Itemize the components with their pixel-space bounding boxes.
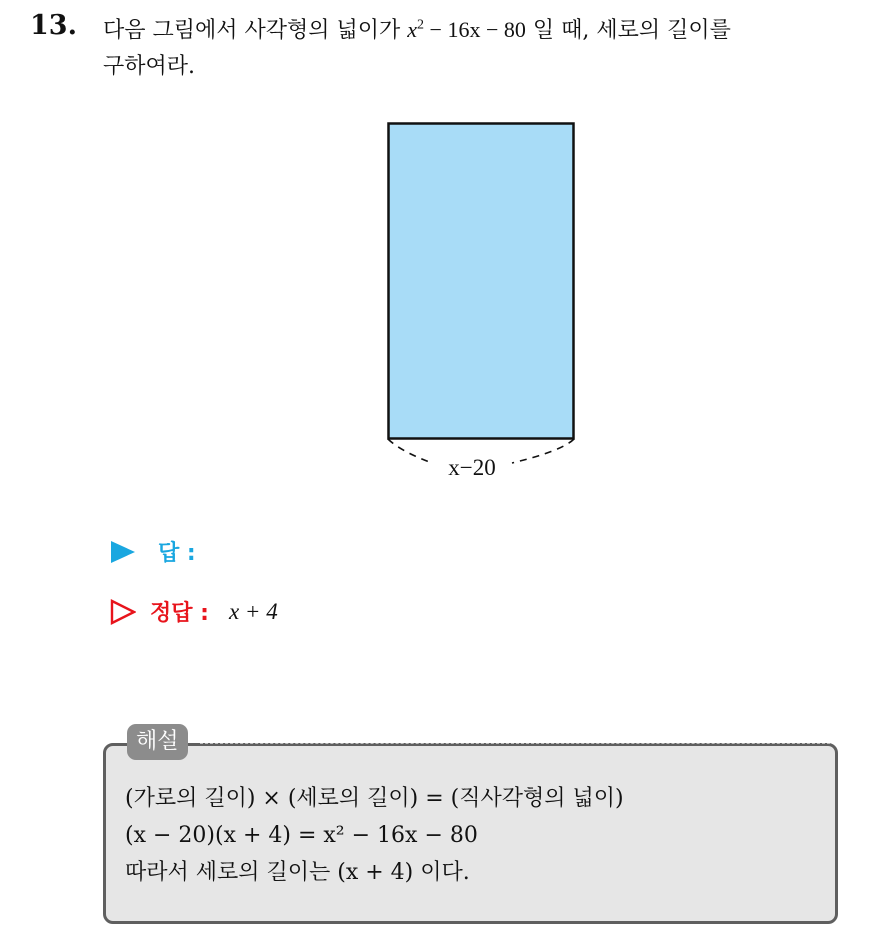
explanation-content [125,780,624,891]
answer-blank-label: 답 : [158,541,196,566]
filled-play-icon [110,540,136,564]
rectangle-diagram [380,115,580,485]
question-text-before: 다음 그림에서 사각형의 넓이가 [103,18,401,43]
rectangle-figure [380,115,580,485]
explanation-tag: 해설 [127,724,188,760]
area-expr-exponent: 2 [417,17,425,33]
area-expr-variable: x [407,17,418,42]
correct-answer-value: x + 4 [228,598,278,624]
width-brace-right [512,439,574,463]
outline-play-icon [110,599,136,625]
explanation-dash-line [200,743,830,744]
correct-answer-row [110,596,278,627]
area-expr-rest: − 16x − 80 [424,17,526,42]
answer-blank-row [110,536,196,567]
width-brace-left [388,439,432,463]
question-text-after: 일 때, 세로의 길이를 [532,18,731,43]
explanation-line-2: (x − 20)(x + 4) = x² − 16x − 80 [125,823,478,848]
question-text [103,12,873,85]
rectangle-shape [389,124,574,439]
area-expression [407,17,526,42]
correct-answer-label: 정답 : [150,601,209,626]
explanation-line-3: 따라서 세로의 길이는 (x + 4) 이다. [125,860,470,885]
question-text-line2: 구하여라. [103,54,196,79]
width-label: x−20 [448,455,496,480]
question-number: 13. [30,10,77,41]
explanation-line-1: (가로의 길이) × (세로의 길이) = (직사각형의 넓이) [125,786,624,811]
